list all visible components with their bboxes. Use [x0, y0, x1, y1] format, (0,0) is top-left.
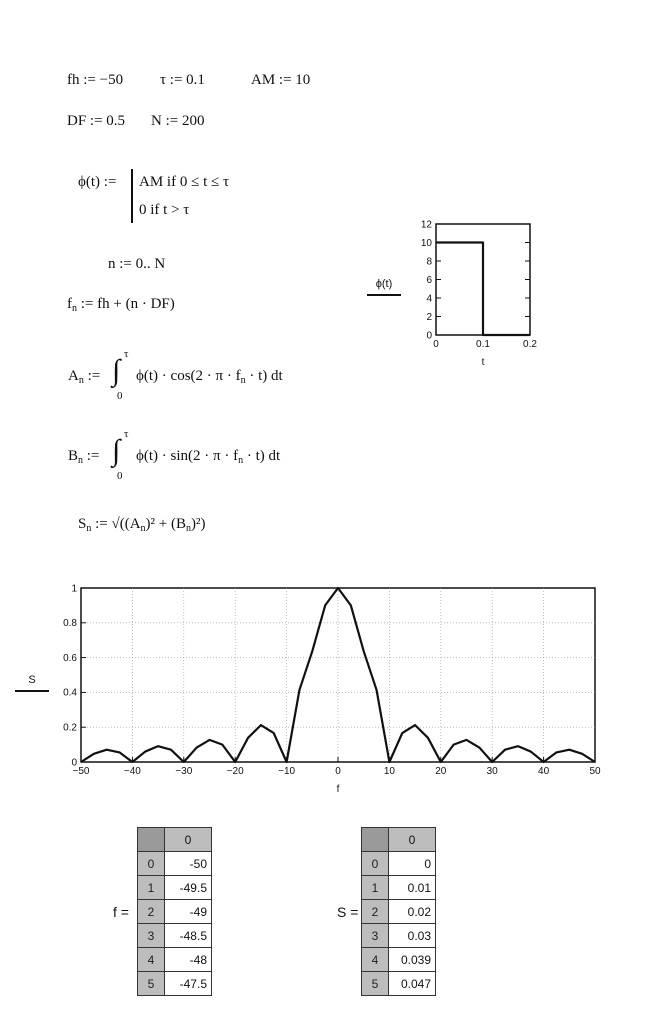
x-tick-label: −40 — [123, 766, 141, 777]
a-integral-sign: ∫ — [112, 354, 121, 387]
row-index: 1 — [362, 876, 389, 900]
row-index: 5 — [138, 972, 165, 996]
def-fh: fh := −50 — [67, 72, 124, 88]
y-tick-label: 8 — [426, 256, 432, 268]
x-tick-label: 20 — [435, 766, 447, 777]
range-def: n := 0.. N — [108, 256, 166, 272]
table-s — [361, 827, 436, 996]
y-tick-label: 12 — [420, 219, 432, 231]
table-f-label: f = — [113, 904, 129, 920]
row-index: 1 — [138, 876, 165, 900]
b-integral-sign: ∫ — [112, 434, 121, 467]
row-index: 2 — [362, 900, 389, 924]
y-tick-label: 0.2 — [63, 722, 77, 734]
def-df: DF := 0.5 — [67, 113, 126, 129]
a-upper-limit: τ — [124, 348, 129, 360]
y-tick-label: 2 — [426, 311, 432, 323]
table-s-label: S = — [337, 904, 359, 920]
table-row — [362, 972, 436, 996]
table-row — [138, 924, 212, 948]
x-tick-label: −30 — [175, 766, 193, 777]
y-tick-label: 1 — [71, 583, 77, 595]
table-row — [138, 876, 212, 900]
column-header: 0 — [165, 828, 212, 852]
row-index: 2 — [138, 900, 165, 924]
row-index: 0 — [138, 852, 165, 876]
f-def: $f_n$ := fh + (n · DF) — [67, 296, 175, 314]
y-tick-label: 4 — [426, 293, 432, 305]
phi-lhs: ϕ(t) := — [78, 174, 117, 190]
x-tick-label: 0 — [335, 766, 341, 777]
column-header: 0 — [389, 828, 436, 852]
table-corner — [362, 828, 389, 852]
table-cell[interactable]: 0.039 — [389, 948, 436, 972]
row-index: 0 — [362, 852, 389, 876]
table-cell[interactable]: 0.047 — [389, 972, 436, 996]
table-cell[interactable]: -48 — [165, 948, 212, 972]
b-lower-limit: 0 — [117, 470, 123, 482]
table-row — [138, 900, 212, 924]
y-tick-label: 0.8 — [63, 618, 77, 630]
table-cell[interactable]: -50 — [165, 852, 212, 876]
x-tick-label: 0.2 — [523, 339, 537, 350]
x-tick-label: 40 — [538, 766, 550, 777]
x-axis-label: t — [481, 357, 485, 368]
table-row — [362, 948, 436, 972]
table-cell[interactable]: 0.01 — [389, 876, 436, 900]
table-row — [362, 852, 436, 876]
table-row — [138, 852, 212, 876]
y-axis-label: ϕ(t) — [375, 278, 393, 290]
table-row — [138, 948, 212, 972]
table-cell[interactable]: -49 — [165, 900, 212, 924]
table-cell[interactable]: 0 — [389, 852, 436, 876]
x-axis-label: f — [336, 784, 340, 795]
x-tick-label: −50 — [72, 766, 90, 777]
a-def-lhs: $A_n$ := — [68, 368, 101, 386]
table-row — [362, 900, 436, 924]
phi-case-1: AM if 0 ≤ t ≤ τ — [139, 174, 229, 190]
x-tick-label: −10 — [278, 766, 296, 777]
phi-case-2: 0 if t > τ — [139, 202, 190, 218]
row-index: 4 — [362, 948, 389, 972]
table-f — [137, 827, 212, 996]
y-tick-label: 6 — [426, 274, 432, 286]
table-cell[interactable]: -47.5 — [165, 972, 212, 996]
y-tick-label: 0.4 — [63, 687, 77, 699]
def-n-total: N := 200 — [151, 113, 205, 129]
row-index: 4 — [138, 948, 165, 972]
table-cell[interactable]: -49.5 — [165, 876, 212, 900]
x-tick-label: 50 — [589, 766, 601, 777]
y-tick-label: 0 — [71, 757, 77, 769]
y-axis-label: S — [28, 674, 36, 686]
x-tick-label: 0 — [433, 339, 439, 350]
table-row — [138, 972, 212, 996]
table-cell[interactable]: 0.02 — [389, 900, 436, 924]
a-def-body: $\phi(t) \cdot \cos(2 \cdot \pi \cdot f_n \cdot t)$ dt — [136, 368, 283, 386]
row-index: 3 — [138, 924, 165, 948]
table-row — [362, 924, 436, 948]
a-lower-limit: 0 — [117, 390, 123, 402]
x-tick-label: 0.1 — [476, 339, 490, 350]
def-am: AM := 10 — [251, 72, 311, 88]
s-def: $S_n$ := $√((A_n)^2 + (B_n)^2)$ — [78, 516, 206, 534]
y-tick-label: 0 — [426, 330, 432, 342]
x-tick-label: −20 — [226, 766, 244, 777]
table-cell[interactable]: 0.03 — [389, 924, 436, 948]
table-corner — [138, 828, 165, 852]
b-def-lhs: $B_n$ := — [68, 448, 100, 466]
y-tick-label: 0.6 — [63, 652, 77, 664]
row-index: 3 — [362, 924, 389, 948]
row-index: 5 — [362, 972, 389, 996]
b-upper-limit: τ — [124, 428, 129, 440]
def-tau: τ := 0.1 — [160, 72, 205, 88]
b-def-body: $\phi(t) \cdot \sin(2 \cdot \pi \cdot f_n \cdot t)$ dt — [136, 448, 281, 466]
table-row — [362, 876, 436, 900]
x-tick-label: 10 — [383, 766, 395, 777]
x-tick-label: 30 — [486, 766, 498, 777]
table-cell[interactable]: -48.5 — [165, 924, 212, 948]
y-tick-label: 10 — [420, 237, 432, 249]
